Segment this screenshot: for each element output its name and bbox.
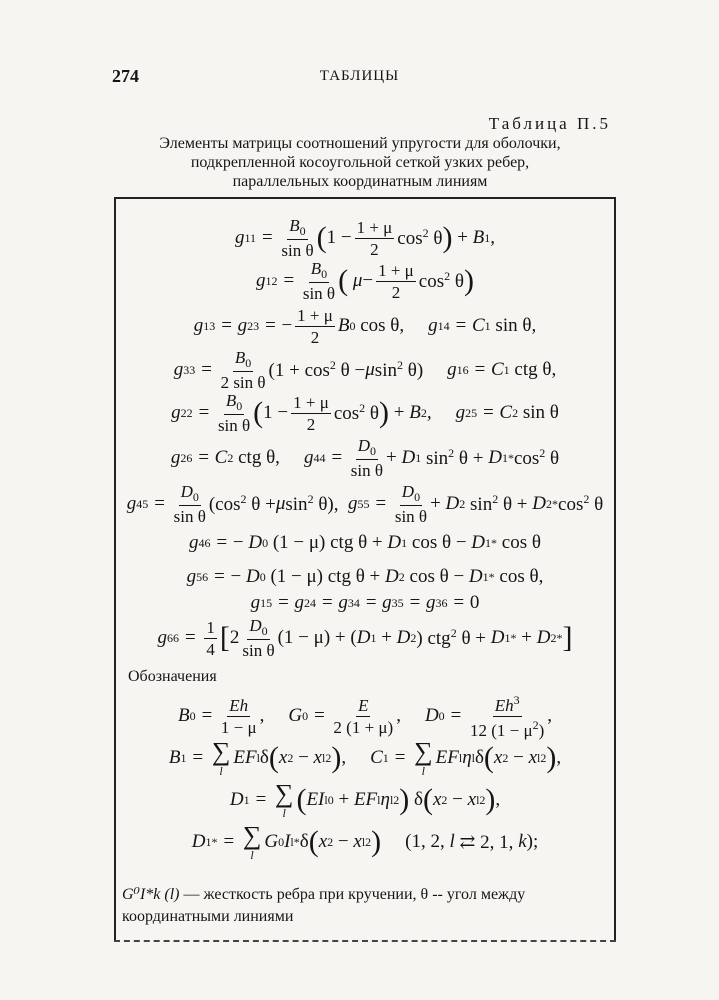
formula-g12: g 12 = $\frac{B_0}{\text{sin θ}}$ ( μ − $\frac{1 + \mu}{2}$ $\cos^2 \theta$ ) — [256, 259, 474, 303]
formula-g11: g 11 = $\frac{B_0}{\text{sin θ}}$ ( 1 − $\frac{1 + \mu}{2}$ $\cos^2 \theta$ ) + B 1 , — [234, 216, 496, 260]
page-number: 274 — [112, 66, 139, 86]
table-frame-bottom — [114, 940, 616, 942]
notation-b0-g0-d0: B 0 = $\frac{Eh}{1 - \mu}$ , G 0 = $\frac{E}{2 (1 + \mu)}$ , D 0 = $\frac{Eh^3}{12 (1 - \mu^2)}$ , — [177, 692, 553, 740]
formula-g13-g14: g 13 = g 23 = − $\frac{1 + \mu}{2}$ B 0 cos θ, g 14 = C 1 sin θ, — [193, 305, 537, 347]
caption-line: параллельных координатным линиям — [232, 173, 488, 190]
formula-g45-g55: g 45 = $\frac{D_0}{\text{sin θ}}$ ($\cos^2$ θ + μ $\sin^2 \theta$), g 55 = $\frac{D_0}{\text{sin θ}}$ + D 2 $\sin^2 \theta$ + D 2 * $\cos^2 \theta$ — [126, 482, 604, 526]
footnote-symbol: G⁰I*k (l) — [122, 886, 180, 903]
notation-d1: D 1 = ∑ l ( EI l 0 + EF l η l 2 ) δ ( x 2 − x l 2 ) , — [229, 779, 501, 820]
formula-g66: g 66 = $\frac{1}{4}$ [ 2 $\frac{D_0}{\text{sin θ}}$ (1 − μ) + ( D 1 + D 2 ) ctg$^2$ θ + D 1 * + D 2 * ] — [157, 616, 573, 660]
caption-line: подкрепленной косоугольной сеткой узких ребер, — [190, 154, 530, 171]
caption-line: Элементы матрицы соотношений упругости для оболочки, — [159, 135, 561, 152]
formula-g22-g25: g 22 = $\frac{B_0}{\text{sin θ}}$ ( 1 − $\frac{1 + \mu}{2}$ $\cos^2 \theta$ ) + B 2 , g 25 = C 2 sin θ — [171, 391, 559, 435]
notation-b1-c1: B 1 = ∑ l EF l δ ( x 2 − x l 2 ) , C 1 = ∑ l EF l η l δ ( x 2 − x l 2 ) , — [168, 737, 562, 778]
formula-g56: g 56 = − D 0 (1 − μ) ctg θ + D 2 cos θ − D 1 * cos θ, — [186, 566, 544, 587]
footnote — [122, 884, 602, 928]
table-label: Таблица П.5 — [488, 114, 611, 133]
formula-g46: g 46 = − D 0 (1 − μ) ctg θ + D 1 cos θ − D 1 * cos θ — [189, 532, 541, 553]
formula-g33-g16: g 33 = $\frac{B_0}{\text{2 sin θ}}$ ($1 + \cos^2 \theta$ − μ $\sin^2 \theta$) g 16 = C 1 ctg θ, — [173, 348, 557, 392]
table-caption — [100, 134, 620, 191]
formula-g26-g44: g 26 = C 2 ctg θ, g 44 = $\frac{D_0}{\text{sin θ}}$ + D 1 $\sin^2 \theta$ + D 1 * $\cos^2 \theta$ — [170, 436, 560, 480]
running-head: ТАБЛИЦЫ — [319, 68, 400, 84]
footnote-text: — жесткость ребра при кручении, θ -- угол между координатными линиями — [122, 886, 526, 925]
notation-d1-star: D 1 * = ∑ l G 0 I l * δ ( x 2 − x l 2 ) (1, 2, l ⇄ 2, 1, k ); — [191, 821, 539, 862]
notation-heading: Обозначения — [128, 668, 217, 685]
formula-zero-elements: g 15 = g 24 = g 34 = g 35 = g 36 = 0 — [250, 592, 480, 613]
